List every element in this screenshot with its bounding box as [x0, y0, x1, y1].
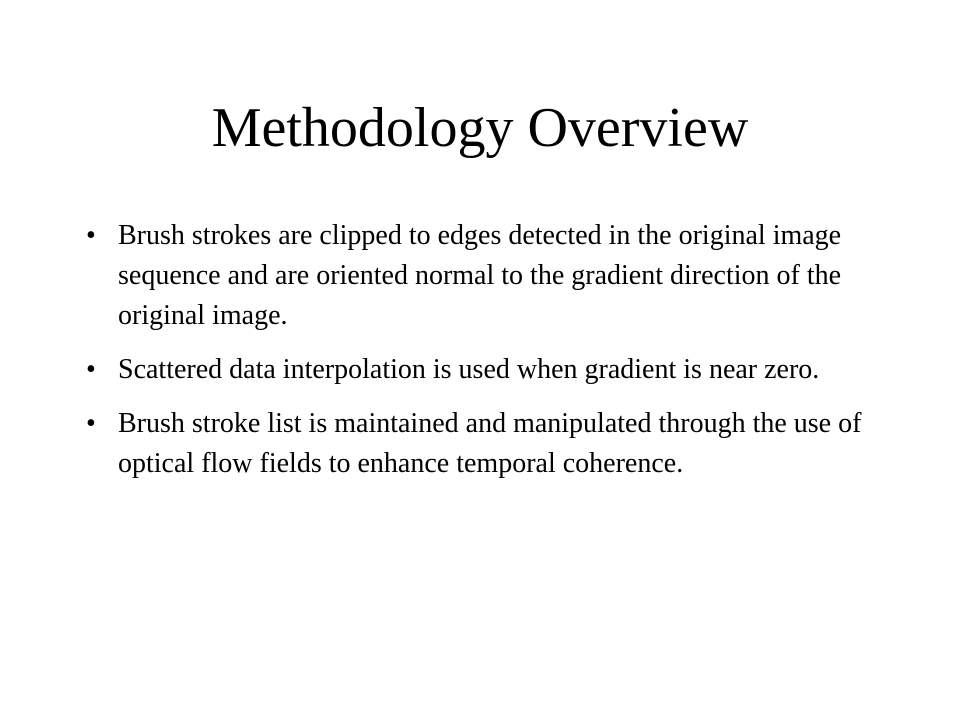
bullet-item: [86, 216, 876, 336]
bullet-dot-icon: •: [86, 354, 96, 385]
bullet-dot-icon: •: [86, 408, 96, 439]
slide-title: Methodology Overview: [211, 97, 749, 159]
bullet-item: [86, 350, 876, 390]
bullet-text: Scattered data interpolation is used when gradient is near zero.: [118, 354, 820, 385]
bullet-text: Brush stroke list is maintained and manipulated through the use of optical flow fields to enhance temporal coherence.: [118, 408, 862, 479]
bullet-list: [86, 216, 876, 498]
bullet-text: Brush strokes are clipped to edges detected in the original image sequence and are oriented normal to the gradient direction of the original image.: [118, 220, 842, 331]
bullet-item: [86, 404, 876, 484]
bullet-dot-icon: •: [86, 220, 96, 251]
